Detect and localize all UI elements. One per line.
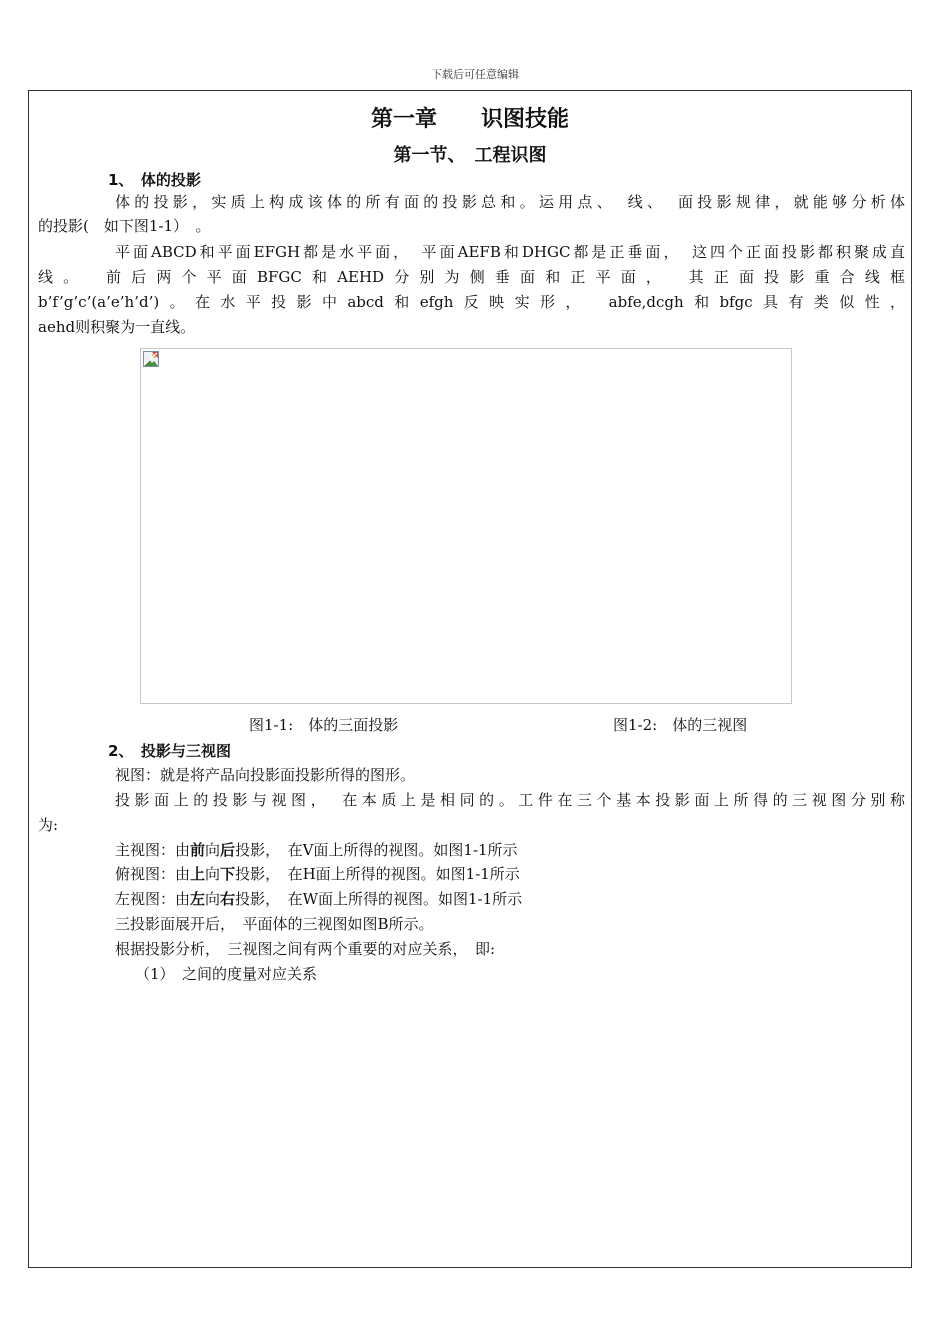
analysis-line: 根据投影分析， 三视图之间有两个重要的对应关系， 即:	[115, 940, 496, 958]
left-view-dest: 右	[220, 890, 236, 908]
figure-caption-left: 图1-1: 体的三面投影	[249, 716, 399, 734]
top-view-from: 上	[190, 865, 206, 883]
top-view-to-word: 向	[205, 865, 221, 883]
top-view-dest: 下	[220, 865, 236, 883]
top-view-prefix: 俯视图：由	[115, 865, 191, 883]
projection-line2: 为:	[38, 816, 59, 834]
part1-heading: 1、 体的投影	[108, 171, 201, 189]
part1-para1-line2: 的投影( 如下图1-1） 。	[38, 217, 211, 235]
part1-para2-line3: b’f’g’c’(a’e’h’d’)。在水平投影中abcd和efgh反映实形， abfe,dcgh和bfgc具有类似性，	[38, 293, 905, 311]
part2-heading: 2、 投影与三视图	[108, 742, 231, 760]
main-view-prefix: 主视图：由	[115, 841, 191, 859]
projection-line1: 投影面上的投影与视图， 在本质上是相同的。工件在三个基本投影面上所得的三视图分别称	[115, 791, 905, 809]
left-view-prefix: 左视图：由	[115, 890, 191, 908]
figure-image-placeholder	[140, 348, 792, 704]
main-view-dest: 后	[220, 841, 236, 859]
header-note: 下载后可任意编辑	[431, 68, 519, 81]
left-view-to-word: 向	[205, 890, 221, 908]
section-title: 第一节、 工程识图	[393, 145, 547, 166]
main-view-from: 前	[190, 841, 206, 859]
top-view-line	[115, 862, 520, 887]
part1-para1-line1: 体的投影，实质上构成该体的所有面的投影总和。运用点、 线、 面投影规律，就能够分析体	[115, 193, 905, 211]
view-definition: 视图：就是将产品向投影面投影所得的图形。	[115, 766, 416, 784]
figure-caption-right: 图1-2: 体的三视图	[613, 716, 748, 734]
left-view-suffix: 投影， 在W面上所得的视图。如图1-1所示	[235, 890, 523, 908]
top-view-suffix: 投影， 在H面上所得的视图。如图1-1所示	[235, 865, 520, 883]
part1-para2-line4: aehd则积聚为一直线。	[38, 318, 196, 336]
main-view-to-word: 向	[205, 841, 221, 859]
main-view-suffix: 投影， 在V面上所得的视图。如图1-1所示	[235, 841, 518, 859]
left-view-line	[115, 887, 522, 912]
chapter-title: 第一章 识图技能	[370, 107, 569, 132]
main-view-line	[115, 838, 518, 863]
left-view-from: 左	[190, 890, 206, 908]
broken-image-icon	[143, 351, 159, 367]
list-item-1: （1） 之间的度量对应关系	[135, 965, 318, 983]
unfold-line: 三投影面展开后， 平面体的三视图如图B所示。	[115, 915, 434, 933]
part1-para2-line2: 线。 前后两个平面BFGC和AEHD分别为侧垂面和正平面， 其正面投影重合线框	[38, 268, 905, 286]
part1-para2-line1: 平面ABCD和平面EFGH都是水平面， 平面AEFB和DHGC都是正垂面， 这四个正面投影都积聚成直	[115, 243, 905, 261]
